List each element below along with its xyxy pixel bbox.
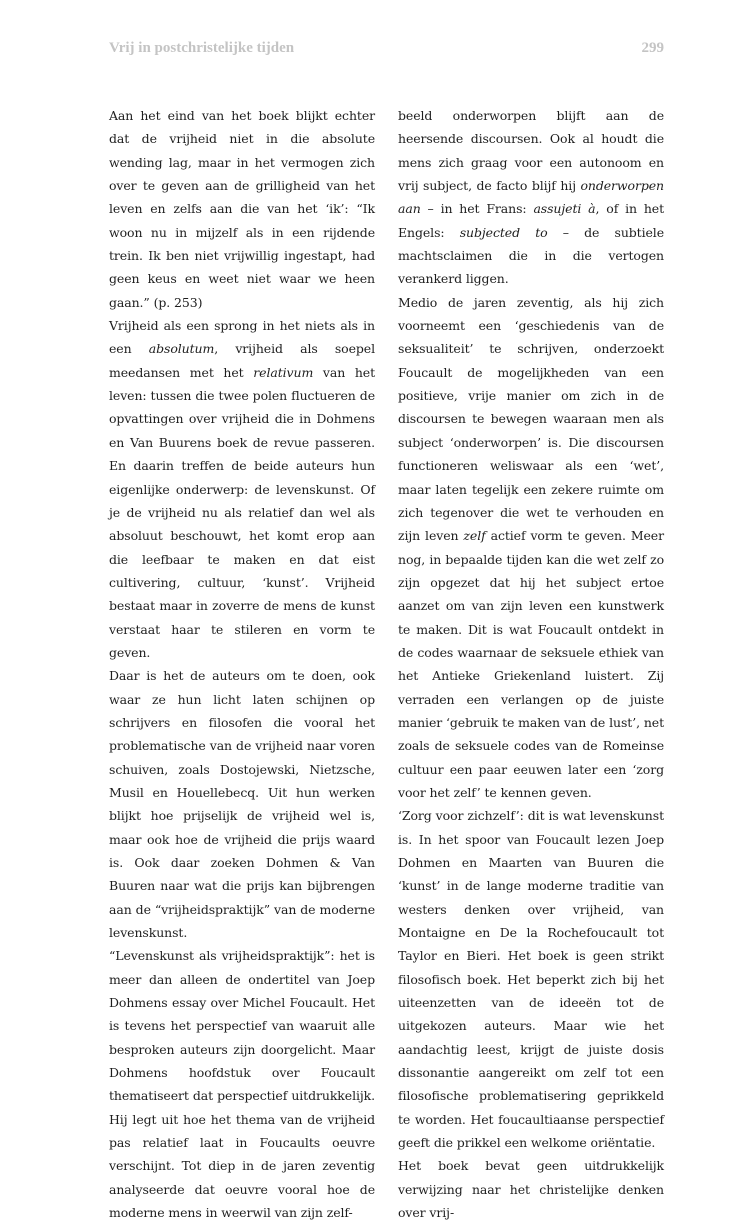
left-column: [109, 104, 375, 1225]
italic-term: absolutum: [148, 341, 215, 357]
paragraph: “Levenskunst als vrijheidspraktijk”: het is meer dan alleen de ondertitel van Joep Dohmens essay over Michel Foucault. Het is tevens het perspectief van waaruit alle besproken auteurs zijn doorgelicht. Maar Dohmens hoofdstuk over Foucault thematiseert dat perspectief uitdrukkelijk. Hij legt uit hoe het thema van de vrijheid pas relatief laat in Foucaults oeuvre verschijnt. Tot diep in de jaren zeventig analyseerde dat oeuvre vooral hoe de moderne mens in weerwil van zijn zelf-: [109, 948, 375, 1221]
paragraph: Aan het eind van het boek blijkt echter dat de vrijheid niet in die absolute wending lag, maar in het vermogen zich over te geven aan de grilligheid van het leven en zelfs aan die van het ‘ik’: “Ik woon nu in mijzelf als in een rijdende trein. Ik ben niet vrijwillig ingestapt, had geen keus en weet niet waar we heen gaan.” (p. 253): [109, 108, 375, 310]
paragraph: ‘Zorg voor zichzelf’: dit is wat levenskunst is. In het spoor van Foucault lezen Joep Dohmen en Maarten van Buuren die ‘kunst’ in de lange moderne traditie van westers denken over vrijheid, van Montaigne en De la Rochefoucault tot Taylor en Bieri. Het boek is geen strikt filosofisch boek. Het beperkt zich bij het uiteenzetten van de ideeën tot de uitgekozen auteurs. Maar wie het aandachtig leest, krijgt de juiste dosis dissonantie aangereikt om zelf tot een filosofische problematisering geprikkeld te worden. Het foucaultiaanse perspectief geeft die prikkel een welkome oriëntatie.: [398, 808, 664, 1151]
paragraph: Medio de jaren zeventig, als hij zich voorneemt een ‘geschiedenis van de seksualiteit’ te schrijven, onderzoekt Foucault de mogelijkheden van een positieve, vrije manier om zich in de discoursen te bewegen waaraan men als subject ‘onderworpen’ is. Die discoursen functioneren weliswaar als een ‘wet’, maar laten tegelijk een zekere ruimte om zich tegenover die wet te verhouden en zijn leven zelf actief vorm te geven. Meer nog, in bepaalde tijden kan die wet zelf zo zijn opgezet dat hij het subject ertoe aanzet om van zijn leven een kunstwerk te maken. Dit is wat Foucault ontdekt in de codes waarnaar de seksuele ethiek van het Antieke Griekenland luistert. Zij verraden een verlangen op de juiste manier ‘gebruik te maken van de lust’, net zoals de seksuele codes van de Romeinse cultuur een paar eeuwen later een ‘zorg voor het zelf’ te kennen geven.: [398, 294, 664, 800]
running-title: Vrij in postchristelijke tijden: [109, 40, 295, 56]
paragraph: beeld onderworpen blijft aan de heersende discoursen. Ook al houdt die mens zich graag voor een autonoom en vrij subject, de facto blijf hij onderworpen aan – in het Frans: assujeti à, of in het Engels: subjected to – de subtiele machtsclaimen die in die vertogen verankerd liggen.: [398, 108, 665, 287]
running-head: [109, 40, 664, 57]
page-number: 299: [641, 40, 664, 56]
italic-term: subjected to: [459, 224, 548, 240]
paragraph: Het boek bevat geen uitdrukkelijk verwijzing naar het christelijke denken over vrij-: [398, 1158, 664, 1221]
italic-term: zelf: [463, 528, 486, 544]
paragraph: Daar is het de auteurs om te doen, ook waar ze hun licht laten schijnen op schrijvers en filosofen die vooral het problematische van de vrijheid naar voren schuiven, zoals Dostojewski, Nietzsche, Musil en Houellebecq. Uit hun werken blijkt hoe prijselijk de vrijheid wel is, maar ook hoe de vrijheid die prijs waard is. Ook daar zoeken Dohmen & Van Buuren naar wat die prijs kan bijbrengen aan de “vrijheidspraktijk” van de moderne levenskunst.: [109, 668, 375, 941]
italic-term: assujeti à: [533, 201, 596, 217]
right-column: [398, 104, 664, 1225]
paragraph: Vrijheid als een sprong in het niets als in een absolutum, vrijheid als soepel meedansen met het relativum van het leven: tussen die twee polen fluctueren de opvattingen over vrijheid die in Dohmens en Van Buurens boek de revue passeren. En daarin treffen de beide auteurs hun eigenlijke onderwerp: de levenskunst. Of je de vrijheid nu als relatief dan wel als absoluut beschouwt, het komt erop aan die leefbaar te maken en dat eist cultivering, cultuur, ‘kunst’. Vrijheid bestaat maar in zoverre de mens de kunst verstaat haar te stileren en vorm te geven.: [109, 318, 375, 660]
italic-term: onderworpen aan: [398, 178, 664, 217]
italic-term: relativum: [253, 364, 314, 380]
